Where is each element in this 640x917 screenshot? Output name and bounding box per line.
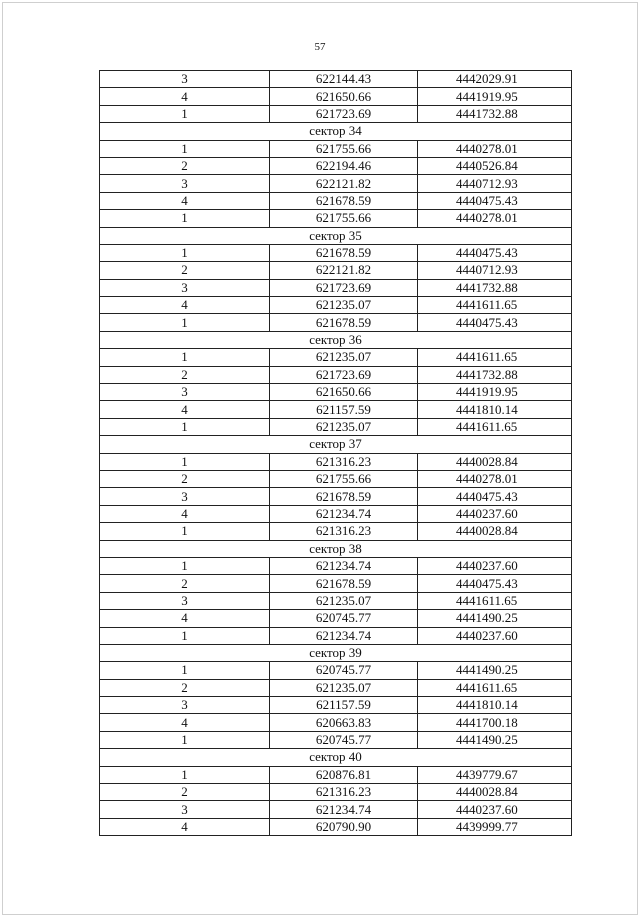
sector-header-row: [100, 123, 572, 140]
x-coordinate-cell: 621234.74: [270, 801, 418, 818]
table-row: [100, 279, 572, 296]
x-coordinate-cell: 621235.07: [270, 297, 418, 314]
y-coordinate-cell: 4441919.95: [418, 88, 572, 105]
x-coordinate-cell: 621678.59: [270, 575, 418, 592]
table-row: [100, 818, 572, 835]
y-coordinate-cell: 4441732.88: [418, 366, 572, 383]
table-row: [100, 349, 572, 366]
x-coordinate-cell: 621235.07: [270, 592, 418, 609]
x-coordinate-cell: 620663.83: [270, 714, 418, 731]
y-coordinate-cell: 4441611.65: [418, 418, 572, 435]
y-coordinate-cell: 4441490.25: [418, 610, 572, 627]
x-coordinate-cell: 620876.81: [270, 766, 418, 783]
x-coordinate-cell: 621678.59: [270, 488, 418, 505]
y-coordinate-cell: 4441611.65: [418, 349, 572, 366]
point-number-cell: 1: [100, 662, 270, 679]
point-number-cell: 4: [100, 192, 270, 209]
point-number-cell: 2: [100, 470, 270, 487]
table-row: [100, 766, 572, 783]
x-coordinate-cell: 620790.90: [270, 818, 418, 835]
table-row: [100, 714, 572, 731]
x-coordinate-cell: 621755.66: [270, 210, 418, 227]
point-number-cell: 1: [100, 453, 270, 470]
point-number-cell: 2: [100, 575, 270, 592]
table-row: [100, 731, 572, 748]
table-row: [100, 505, 572, 522]
point-number-cell: 4: [100, 818, 270, 835]
x-coordinate-cell: 621234.74: [270, 505, 418, 522]
y-coordinate-cell: 4441611.65: [418, 679, 572, 696]
y-coordinate-cell: 4441732.88: [418, 279, 572, 296]
table-row: [100, 418, 572, 435]
table-row: [100, 488, 572, 505]
table-row: [100, 314, 572, 331]
sector-label: сектор 38: [100, 540, 572, 557]
point-number-cell: 2: [100, 262, 270, 279]
x-coordinate-cell: 621650.66: [270, 88, 418, 105]
point-number-cell: 4: [100, 88, 270, 105]
y-coordinate-cell: 4440237.60: [418, 801, 572, 818]
table-row: [100, 297, 572, 314]
point-number-cell: 4: [100, 505, 270, 522]
table-row: [100, 210, 572, 227]
point-number-cell: 2: [100, 366, 270, 383]
x-coordinate-cell: 622121.82: [270, 175, 418, 192]
coordinates-table-body: [100, 71, 572, 836]
y-coordinate-cell: 4440278.01: [418, 140, 572, 157]
y-coordinate-cell: 4441700.18: [418, 714, 572, 731]
point-number-cell: 3: [100, 488, 270, 505]
table-row: [100, 157, 572, 174]
coordinates-table: [99, 70, 572, 836]
sector-header-row: [100, 436, 572, 453]
y-coordinate-cell: 4441490.25: [418, 662, 572, 679]
point-number-cell: 1: [100, 349, 270, 366]
y-coordinate-cell: 4441919.95: [418, 384, 572, 401]
y-coordinate-cell: 4440475.43: [418, 192, 572, 209]
y-coordinate-cell: 4440278.01: [418, 210, 572, 227]
y-coordinate-cell: 4440237.60: [418, 557, 572, 574]
point-number-cell: 2: [100, 679, 270, 696]
y-coordinate-cell: 4440712.93: [418, 175, 572, 192]
x-coordinate-cell: 621316.23: [270, 523, 418, 540]
x-coordinate-cell: 621755.66: [270, 140, 418, 157]
y-coordinate-cell: 4440475.43: [418, 575, 572, 592]
x-coordinate-cell: 621678.59: [270, 192, 418, 209]
point-number-cell: 3: [100, 697, 270, 714]
table-row: [100, 175, 572, 192]
x-coordinate-cell: 621316.23: [270, 784, 418, 801]
x-coordinate-cell: 621316.23: [270, 453, 418, 470]
point-number-cell: 3: [100, 801, 270, 818]
point-number-cell: 4: [100, 714, 270, 731]
x-coordinate-cell: 621235.07: [270, 418, 418, 435]
table-row: [100, 262, 572, 279]
table-row: [100, 592, 572, 609]
sector-header-row: [100, 644, 572, 661]
table-row: [100, 662, 572, 679]
point-number-cell: 3: [100, 592, 270, 609]
x-coordinate-cell: 621678.59: [270, 314, 418, 331]
sector-header-row: [100, 749, 572, 766]
x-coordinate-cell: 621235.07: [270, 679, 418, 696]
point-number-cell: 4: [100, 401, 270, 418]
x-coordinate-cell: 621235.07: [270, 349, 418, 366]
point-number-cell: 1: [100, 627, 270, 644]
y-coordinate-cell: 4442029.91: [418, 71, 572, 88]
table-row: [100, 610, 572, 627]
x-coordinate-cell: 622144.43: [270, 71, 418, 88]
x-coordinate-cell: 621157.59: [270, 697, 418, 714]
x-coordinate-cell: 622194.46: [270, 157, 418, 174]
sector-header-row: [100, 331, 572, 348]
y-coordinate-cell: 4439779.67: [418, 766, 572, 783]
point-number-cell: 3: [100, 384, 270, 401]
table-row: [100, 557, 572, 574]
point-number-cell: 1: [100, 244, 270, 261]
table-row: [100, 575, 572, 592]
y-coordinate-cell: 4440028.84: [418, 784, 572, 801]
table-row: [100, 784, 572, 801]
point-number-cell: 2: [100, 157, 270, 174]
sector-label: сектор 35: [100, 227, 572, 244]
y-coordinate-cell: 4440028.84: [418, 453, 572, 470]
point-number-cell: 1: [100, 210, 270, 227]
table-row: [100, 192, 572, 209]
point-number-cell: 4: [100, 610, 270, 627]
table-row: [100, 88, 572, 105]
x-coordinate-cell: 621755.66: [270, 470, 418, 487]
y-coordinate-cell: 4440712.93: [418, 262, 572, 279]
x-coordinate-cell: 621723.69: [270, 366, 418, 383]
table-row: [100, 401, 572, 418]
table-row: [100, 801, 572, 818]
y-coordinate-cell: 4440475.43: [418, 244, 572, 261]
table-row: [100, 627, 572, 644]
y-coordinate-cell: 4440475.43: [418, 314, 572, 331]
x-coordinate-cell: 621723.69: [270, 279, 418, 296]
point-number-cell: 1: [100, 140, 270, 157]
point-number-cell: 1: [100, 314, 270, 331]
point-number-cell: 1: [100, 105, 270, 122]
point-number-cell: 1: [100, 523, 270, 540]
table-row: [100, 244, 572, 261]
y-coordinate-cell: 4440237.60: [418, 505, 572, 522]
y-coordinate-cell: 4441732.88: [418, 105, 572, 122]
x-coordinate-cell: 621723.69: [270, 105, 418, 122]
table-row: [100, 523, 572, 540]
sector-header-row: [100, 227, 572, 244]
point-number-cell: 2: [100, 784, 270, 801]
y-coordinate-cell: 4440237.60: [418, 627, 572, 644]
y-coordinate-cell: 4440028.84: [418, 523, 572, 540]
y-coordinate-cell: 4439999.77: [418, 818, 572, 835]
table-row: [100, 470, 572, 487]
x-coordinate-cell: 621234.74: [270, 557, 418, 574]
point-number-cell: 1: [100, 731, 270, 748]
sector-label: сектор 36: [100, 331, 572, 348]
sector-label: сектор 34: [100, 123, 572, 140]
x-coordinate-cell: 621650.66: [270, 384, 418, 401]
table-row: [100, 105, 572, 122]
table-row: [100, 453, 572, 470]
y-coordinate-cell: 4441490.25: [418, 731, 572, 748]
x-coordinate-cell: 620745.77: [270, 662, 418, 679]
point-number-cell: 1: [100, 418, 270, 435]
point-number-cell: 3: [100, 279, 270, 296]
point-number-cell: 1: [100, 766, 270, 783]
sector-label: сектор 39: [100, 644, 572, 661]
table-row: [100, 384, 572, 401]
x-coordinate-cell: 621234.74: [270, 627, 418, 644]
point-number-cell: 1: [100, 557, 270, 574]
x-coordinate-cell: 620745.77: [270, 731, 418, 748]
table-row: [100, 679, 572, 696]
sector-label: сектор 40: [100, 749, 572, 766]
y-coordinate-cell: 4441810.14: [418, 401, 572, 418]
y-coordinate-cell: 4440475.43: [418, 488, 572, 505]
sector-label: сектор 37: [100, 436, 572, 453]
sector-header-row: [100, 540, 572, 557]
y-coordinate-cell: 4441611.65: [418, 297, 572, 314]
point-number-cell: 3: [100, 175, 270, 192]
y-coordinate-cell: 4441810.14: [418, 697, 572, 714]
table-row: [100, 140, 572, 157]
point-number-cell: 3: [100, 71, 270, 88]
x-coordinate-cell: 621678.59: [270, 244, 418, 261]
page-number: 57: [314, 41, 326, 53]
table-row: [100, 697, 572, 714]
y-coordinate-cell: 4440278.01: [418, 470, 572, 487]
point-number-cell: 4: [100, 297, 270, 314]
table-row: [100, 366, 572, 383]
y-coordinate-cell: 4441611.65: [418, 592, 572, 609]
x-coordinate-cell: 621157.59: [270, 401, 418, 418]
y-coordinate-cell: 4440526.84: [418, 157, 572, 174]
x-coordinate-cell: 620745.77: [270, 610, 418, 627]
x-coordinate-cell: 622121.82: [270, 262, 418, 279]
table-row: [100, 71, 572, 88]
